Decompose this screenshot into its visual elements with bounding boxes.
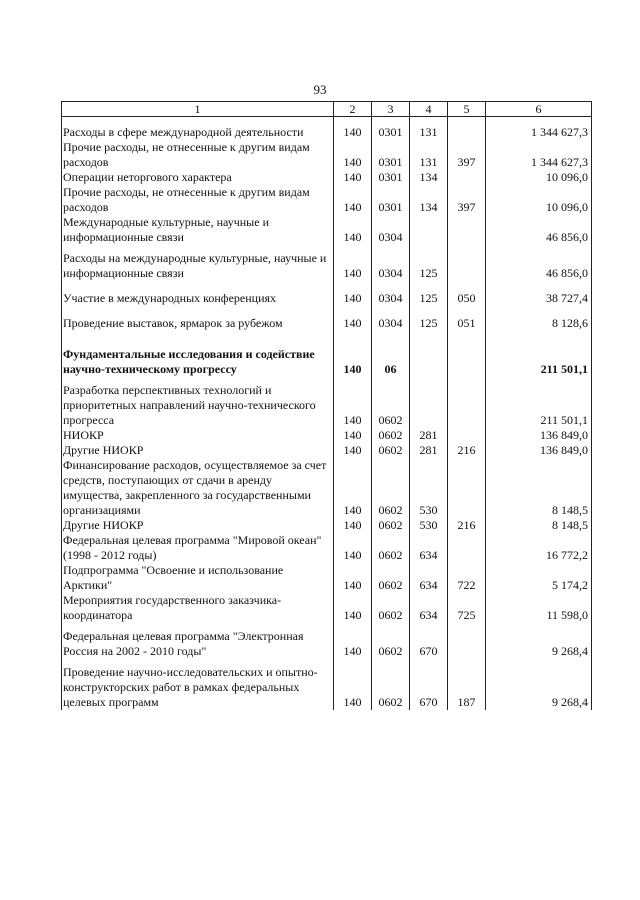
table-row — [62, 458, 592, 518]
row-code-article: 530 — [410, 518, 448, 533]
row-amount: 136 849,0 — [486, 428, 592, 443]
row-code-chapter: 140 — [334, 331, 372, 377]
table-row — [62, 533, 592, 563]
row-code-section: 0301 — [372, 170, 410, 185]
table-row — [62, 140, 592, 170]
row-code-section: 0301 — [372, 125, 410, 140]
table-row — [62, 170, 592, 185]
row-code-section: 0304 — [372, 215, 410, 245]
row-code-chapter: 140 — [334, 593, 372, 623]
row-description: Проведение выставок, ярмарок за рубежом — [62, 306, 334, 331]
row-code-expense-type: 050 — [448, 281, 486, 306]
table-header-row — [62, 102, 592, 117]
row-code-section: 0304 — [372, 281, 410, 306]
column-header: 4 — [410, 102, 448, 117]
row-code-expense-type — [448, 170, 486, 185]
row-code-article: 634 — [410, 593, 448, 623]
row-description: Мероприятия государственного заказчика-координатора — [62, 593, 334, 623]
row-code-chapter: 140 — [334, 518, 372, 533]
row-code-article: 131 — [410, 140, 448, 170]
row-code-article: 281 — [410, 428, 448, 443]
row-code-article: 125 — [410, 281, 448, 306]
row-code-expense-type — [448, 215, 486, 245]
row-description: Проведение научно-исследовательских и опытно-конструкторских работ в рамках федеральных целевых программ — [62, 659, 334, 710]
row-code-section: 0602 — [372, 623, 410, 659]
row-code-article: 634 — [410, 563, 448, 593]
row-description: Прочие расходы, не отнесенные к другим видам расходов — [62, 140, 334, 170]
row-description: НИОКР — [62, 428, 334, 443]
row-amount: 11 598,0 — [486, 593, 592, 623]
row-amount: 1 344 627,3 — [486, 125, 592, 140]
column-header: 2 — [334, 102, 372, 117]
spacer-row — [62, 117, 592, 126]
table-row — [62, 215, 592, 245]
row-code-article: 281 — [410, 443, 448, 458]
column-header: 3 — [372, 102, 410, 117]
row-code-chapter: 140 — [334, 281, 372, 306]
row-code-expense-type: 397 — [448, 185, 486, 215]
table-row — [62, 377, 592, 428]
row-code-expense-type: 397 — [448, 140, 486, 170]
row-description: Операции неторгового характера — [62, 170, 334, 185]
row-code-expense-type: 216 — [448, 518, 486, 533]
row-amount: 38 727,4 — [486, 281, 592, 306]
table-row — [62, 623, 592, 659]
row-code-chapter: 140 — [334, 140, 372, 170]
row-code-section: 0602 — [372, 377, 410, 428]
row-code-chapter: 140 — [334, 563, 372, 593]
row-code-article — [410, 377, 448, 428]
table-row — [62, 428, 592, 443]
row-code-expense-type — [448, 458, 486, 518]
row-code-expense-type: 187 — [448, 659, 486, 710]
row-code-chapter: 140 — [334, 458, 372, 518]
row-code-section: 0602 — [372, 659, 410, 710]
row-code-chapter: 140 — [334, 443, 372, 458]
page-number: 93 — [313, 82, 327, 97]
row-amount: 9 268,4 — [486, 659, 592, 710]
row-code-article: 670 — [410, 659, 448, 710]
row-code-expense-type — [448, 428, 486, 443]
row-amount: 8 148,5 — [486, 518, 592, 533]
row-code-chapter: 140 — [334, 125, 372, 140]
row-code-article: 134 — [410, 170, 448, 185]
row-code-section: 0602 — [372, 593, 410, 623]
row-amount: 10 096,0 — [486, 170, 592, 185]
row-code-article: 634 — [410, 533, 448, 563]
row-code-expense-type — [448, 533, 486, 563]
table-row — [62, 125, 592, 140]
row-code-section: 0602 — [372, 443, 410, 458]
budget-table — [61, 101, 592, 710]
table-row — [62, 659, 592, 710]
row-amount: 1 344 627,3 — [486, 140, 592, 170]
row-description: Разработка перспективных технологий и приоритетных направлений научно-технического прогресса — [62, 377, 334, 428]
row-code-section: 0602 — [372, 458, 410, 518]
row-code-expense-type: 725 — [448, 593, 486, 623]
row-code-chapter: 140 — [334, 245, 372, 281]
table-row — [62, 593, 592, 623]
row-description: Другие НИОКР — [62, 518, 334, 533]
table-row — [62, 185, 592, 215]
row-amount: 16 772,2 — [486, 533, 592, 563]
row-code-article — [410, 215, 448, 245]
row-code-section: 0602 — [372, 563, 410, 593]
row-code-article — [410, 331, 448, 377]
row-description: Федеральная целевая программа "Электронная Россия на 2002 - 2010 годы" — [62, 623, 334, 659]
row-code-article: 134 — [410, 185, 448, 215]
row-code-chapter: 140 — [334, 428, 372, 443]
table-row — [62, 281, 592, 306]
row-code-chapter: 140 — [334, 533, 372, 563]
row-amount: 8 128,6 — [486, 306, 592, 331]
row-description: Подпрограмма "Освоение и использование Арктики" — [62, 563, 334, 593]
row-code-section: 06 — [372, 331, 410, 377]
row-code-expense-type — [448, 245, 486, 281]
row-code-expense-type: 722 — [448, 563, 486, 593]
row-code-article: 125 — [410, 306, 448, 331]
row-amount: 10 096,0 — [486, 185, 592, 215]
row-code-article: 131 — [410, 125, 448, 140]
row-code-section: 0602 — [372, 428, 410, 443]
row-code-expense-type: 216 — [448, 443, 486, 458]
row-description: Другие НИОКР — [62, 443, 334, 458]
row-code-section: 0301 — [372, 140, 410, 170]
row-code-chapter: 140 — [334, 659, 372, 710]
column-header: 6 — [486, 102, 592, 117]
row-amount: 136 849,0 — [486, 443, 592, 458]
table-row — [62, 563, 592, 593]
row-description: Участие в международных конференциях — [62, 281, 334, 306]
row-code-chapter: 140 — [334, 306, 372, 331]
row-code-chapter: 140 — [334, 377, 372, 428]
column-header: 1 — [62, 102, 334, 117]
row-description: Федеральная целевая программа "Мировой океан" (1998 - 2012 годы) — [62, 533, 334, 563]
row-code-expense-type — [448, 623, 486, 659]
row-code-article: 125 — [410, 245, 448, 281]
row-code-expense-type — [448, 377, 486, 428]
row-amount: 9 268,4 — [486, 623, 592, 659]
row-amount: 8 148,5 — [486, 458, 592, 518]
row-amount: 5 174,2 — [486, 563, 592, 593]
row-description: Расходы на международные культурные, научные и информационные связи — [62, 245, 334, 281]
row-code-expense-type: 051 — [448, 306, 486, 331]
table-row — [62, 245, 592, 281]
row-code-expense-type — [448, 125, 486, 140]
row-code-section: 0304 — [372, 306, 410, 331]
row-code-section: 0602 — [372, 518, 410, 533]
row-amount: 46 856,0 — [486, 245, 592, 281]
row-description: Международные культурные, научные и информационные связи — [62, 215, 334, 245]
row-code-chapter: 140 — [334, 170, 372, 185]
table-row — [62, 443, 592, 458]
row-description: Фундаментальные исследования и содействие научно-техническому прогрессу — [62, 331, 334, 377]
row-amount: 211 501,1 — [486, 377, 592, 428]
row-description: Прочие расходы, не отнесенные к другим видам расходов — [62, 185, 334, 215]
row-code-article: 670 — [410, 623, 448, 659]
row-amount: 46 856,0 — [486, 215, 592, 245]
row-description: Расходы в сфере международной деятельности — [62, 125, 334, 140]
row-code-section: 0304 — [372, 245, 410, 281]
table-row — [62, 306, 592, 331]
row-code-chapter: 140 — [334, 185, 372, 215]
row-code-chapter: 140 — [334, 215, 372, 245]
row-code-article: 530 — [410, 458, 448, 518]
table-body — [62, 117, 592, 711]
row-code-section: 0301 — [372, 185, 410, 215]
row-code-section: 0602 — [372, 533, 410, 563]
column-header: 5 — [448, 102, 486, 117]
row-description: Финансирование расходов, осуществляемое за счет средств, поступающих от сдачи в аренду имущества, закрепленного за государственными организациями — [62, 458, 334, 518]
row-code-chapter: 140 — [334, 623, 372, 659]
table-row — [62, 331, 592, 377]
table-row — [62, 518, 592, 533]
row-amount: 211 501,1 — [486, 331, 592, 377]
row-code-expense-type — [448, 331, 486, 377]
